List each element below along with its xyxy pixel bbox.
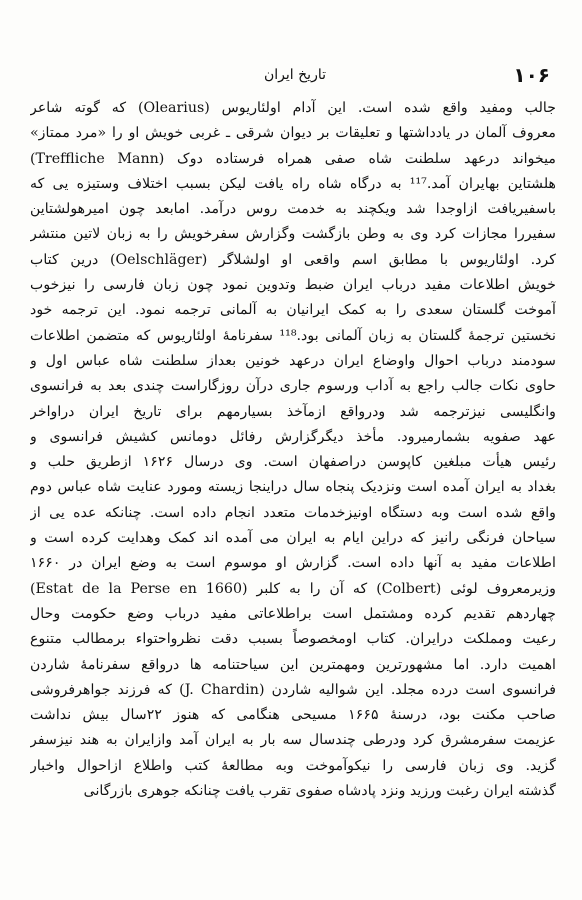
text-line: گذشته ایران رغبت ورزید ونزد پادشاه صفوی تقرب یافت چنانکه جوهری بازرگانی (83, 783, 556, 800)
text-line: وانگلیسی نیزترجمه شد ودرواقع ازمآخذ بسیارمهم برای تاریخ ایران دراواخر (30, 403, 556, 420)
text-line: باسفیریافت ازاوجدا شد ویکچند به خدمت روس درآمد. امابعد چون امیرهولشتاین (30, 201, 556, 218)
text-line: اهمیت دارد. اما مشهورترین ومهمترین این سیاحتنامه ها درواقع سفرنامهٔ شاردن (30, 656, 556, 673)
text-line: (Estat de la Perse en 1660) که آن را به کلبر (Colbert) وزیرمعروف لوئی (30, 580, 556, 597)
text-line: سیاحان فرنگی رانیز که دراین ایام به ایران می آمده اند کمک وهدایت کرده است و (30, 530, 556, 547)
text-line: اطلاعات مفید به آنها داده است. گزارش او موسوم است به وضع ایران در ۱۶۶۰ (30, 555, 556, 572)
page-header (40, 60, 550, 90)
text-line: سودمند درباب احوال واوضاع ایران درعهد خونین بعداز سلطنت شاه عباس اول و (30, 352, 556, 369)
text-line: واقع شده است وبه دستگاه اونیزخدمات متعدد انجام داده است. چنانکه عده یی از (30, 504, 556, 521)
page-number: ۱۰۶ (513, 63, 550, 87)
text-line: بغداد به ایران آمده است ونزدیک پنجاه سال دراینجا زیسته ومورد عنایت شاه عباس دوم (30, 479, 556, 496)
text-line: (Treffliche Mann) میخواند درعهد سلطنت شاه صفی همراه فرستاده دوک (30, 150, 556, 167)
text-line: خویش اطلاعات مفید درباب ایران ضبط وتدوین نمود چون زبان فارسی را نیزخوب (30, 277, 556, 294)
text-line: عزیمت سفرمشرق کرد ودرطی چندسال سه بار به ایران آمد وازایران به هند نیزسفر (30, 732, 556, 749)
text-line: سفیررا مجازات کرد وی به وطن بازگشت وگزارش سفرخویش را به زبان لاتین منتشر (30, 226, 556, 243)
text-line: آموخت گلستان سعدی را به کمک ایرانیان به آلمانی ترجمه نمود. این ترجمه خود (30, 302, 556, 319)
text-line: جالب ومفید واقع شده است. این آدام اولئاریوس (Olearius) که گوته شاعر (30, 100, 556, 116)
text-line: معروف آلمان در یادداشتها و تعلیقات بر دیوان شرقی ـ غربی خویش او را «مرد ممتاز» (30, 125, 556, 142)
text-line: نخستین ترجمهٔ گلستان به زبان آلمانی بود.¹¹⁸ سفرنامهٔ اولئاریوس که متضمن اطلاعات (30, 327, 556, 344)
body-text (30, 96, 556, 804)
text-line: گزید. وی زبان فارسی را نیکوآموخت وبه مطالعهٔ کتب واطلاع ازاحوال واخبار (30, 757, 556, 774)
text-line: فرانسوی است درده مجلد. این شوالیه شاردن (J. Chardin) که فرزند جواهرفروشی (30, 681, 556, 698)
text-line: عهد صفویه بشمارمیرود. مأخذ دیگرگزارش رفائل دومانس کشیش فرانسوی و (30, 428, 556, 445)
text-line: صاحب مکنت بود، درسنهٔ ۱۶۶۵ مسیحی هنگامی که هنوز ۲۲سال بیش نداشت (30, 707, 556, 724)
text-line: حاوی نکات جالب راجع به آداب ورسوم جاری درآن روزگاراست چندی بعد به فرانسوی (30, 378, 556, 395)
text-line: رعیت ومملکت درایران. کتاب اومخصوصاً بسبب دقت نظرواحتواء برمطالب متنوع (30, 631, 556, 648)
running-title: تاریخ ایران (264, 67, 326, 83)
text-line: رئیس هیأت مبلغین کاپوسن دراصفهان است. وی درسال ۱۶۲۶ ازطریق حلب و (30, 454, 556, 471)
text-line: کرد. اولئاریوس با مطابق اسم واقعی او اولشلاگر (Oelschläger) درین کتاب (30, 251, 556, 268)
text-line: چهاردهم تقدیم کرده ومشتمل است براطلاعاتی مفید درباب وضع حکومت وحال (30, 605, 556, 622)
text-line: هلشتاین بهایران آمد.¹¹⁷ به درگاه شاه راه یافت لیکن بسبب اختلاف وستیزه یی که (30, 175, 556, 192)
